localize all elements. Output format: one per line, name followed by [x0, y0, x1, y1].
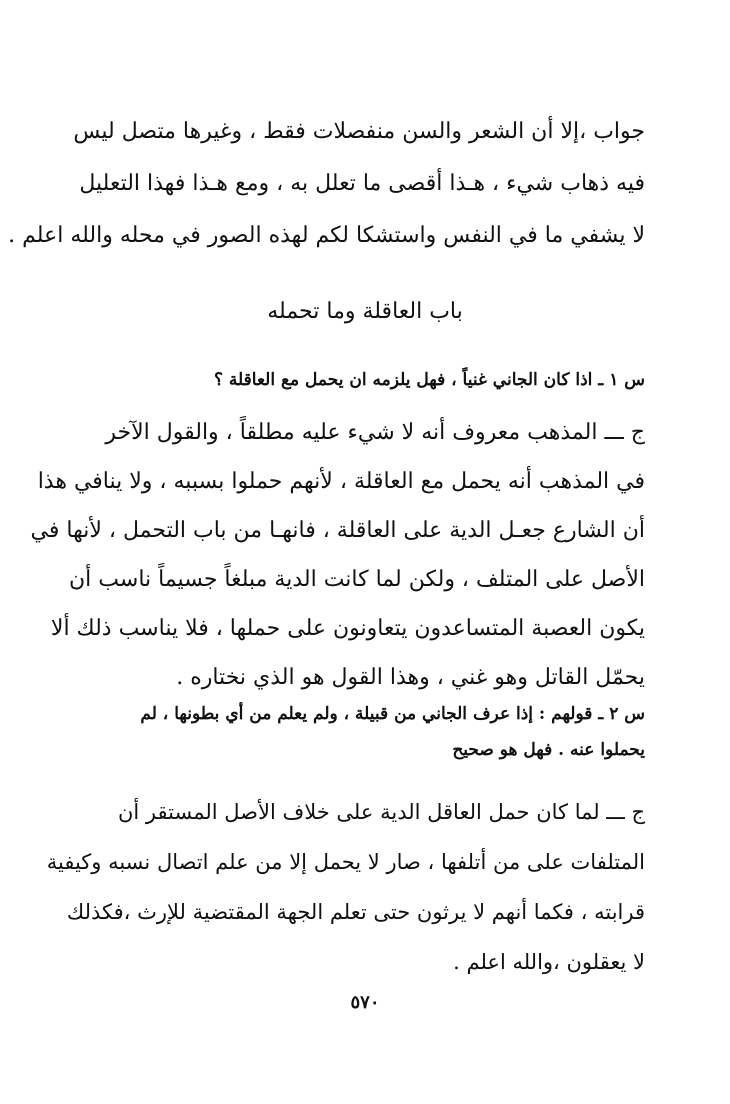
paragraph-line: فيه ذهاب شيء ، هـذا أقصى ما تعلل به ، ومع هـذا فهذا التعليل	[79, 171, 645, 196]
chapter-heading: باب العاقلة وما تحمله	[267, 299, 463, 324]
answer-2	[46, 787, 645, 987]
question-line: س ٢ ـ قولهم : إذا عرف الجاني من قبيلة ، ولم يعلم من أي بطونها ، لم	[140, 704, 645, 724]
answer-line: يكون العصبة المتساعدون يتعاونون على حملها ، فلا يناسب ذلك ألا	[50, 616, 645, 641]
question-line: يحملوا عنه . فهل هو صحيح	[452, 740, 645, 760]
question-2	[100, 696, 645, 768]
page-number: ٥٧٠	[350, 992, 380, 1013]
paragraph-line: جواب ،إلا أن الشعر والسن منفصلات فقط ، وغيرها متصل ليس	[73, 119, 645, 144]
paragraph-line: لا يشفي ما في النفس واستشكا لكم لهذه الصور في محله والله اعلم .	[8, 223, 645, 248]
paragraph-intro	[8, 106, 645, 262]
answer-line: في المذهب أنه يحمل مع العاقلة ، لأنهم حملوا بسببه ، ولا ينافي هذا	[37, 469, 645, 494]
answer-1	[30, 408, 645, 702]
answer-line: قرابته ، فكما أنهم لا يرثون حتى تعلم الجهة المقتضية للإرث ،فكذلك	[66, 900, 645, 924]
answer-line: المتلفات على من أتلفها ، صار لا يحمل إلا من علم اتصال نسبه وكيفية	[46, 850, 645, 874]
answer-line: لا يعقلون ،والله اعلم .	[453, 950, 645, 974]
answer-line: يحمّل القاتل وهو غني ، وهذا القول هو الذي نختاره .	[176, 665, 645, 690]
answer-line: ج ـــ المذهب معروف أنه لا شيء عليه مطلقاً ، والقول الآخر	[105, 420, 645, 445]
answer-line: ج ـــ لما كان حمل العاقل الدية على خلاف الأصل المستقر أن	[117, 800, 645, 824]
answer-line: الأصل على المتلف ، ولكن لما كانت الدية مبلغاً جسيماً ناسب أن	[69, 567, 645, 592]
answer-line: أن الشارع جعـل الدية على العاقلة ، فانهـا من باب التحمل ، لأنها في	[30, 518, 645, 543]
question-1: س ١ ـ اذا كان الجاني غنياً ، فهل يلزمه ان يحمل مع العاقلة ؟	[213, 370, 645, 390]
